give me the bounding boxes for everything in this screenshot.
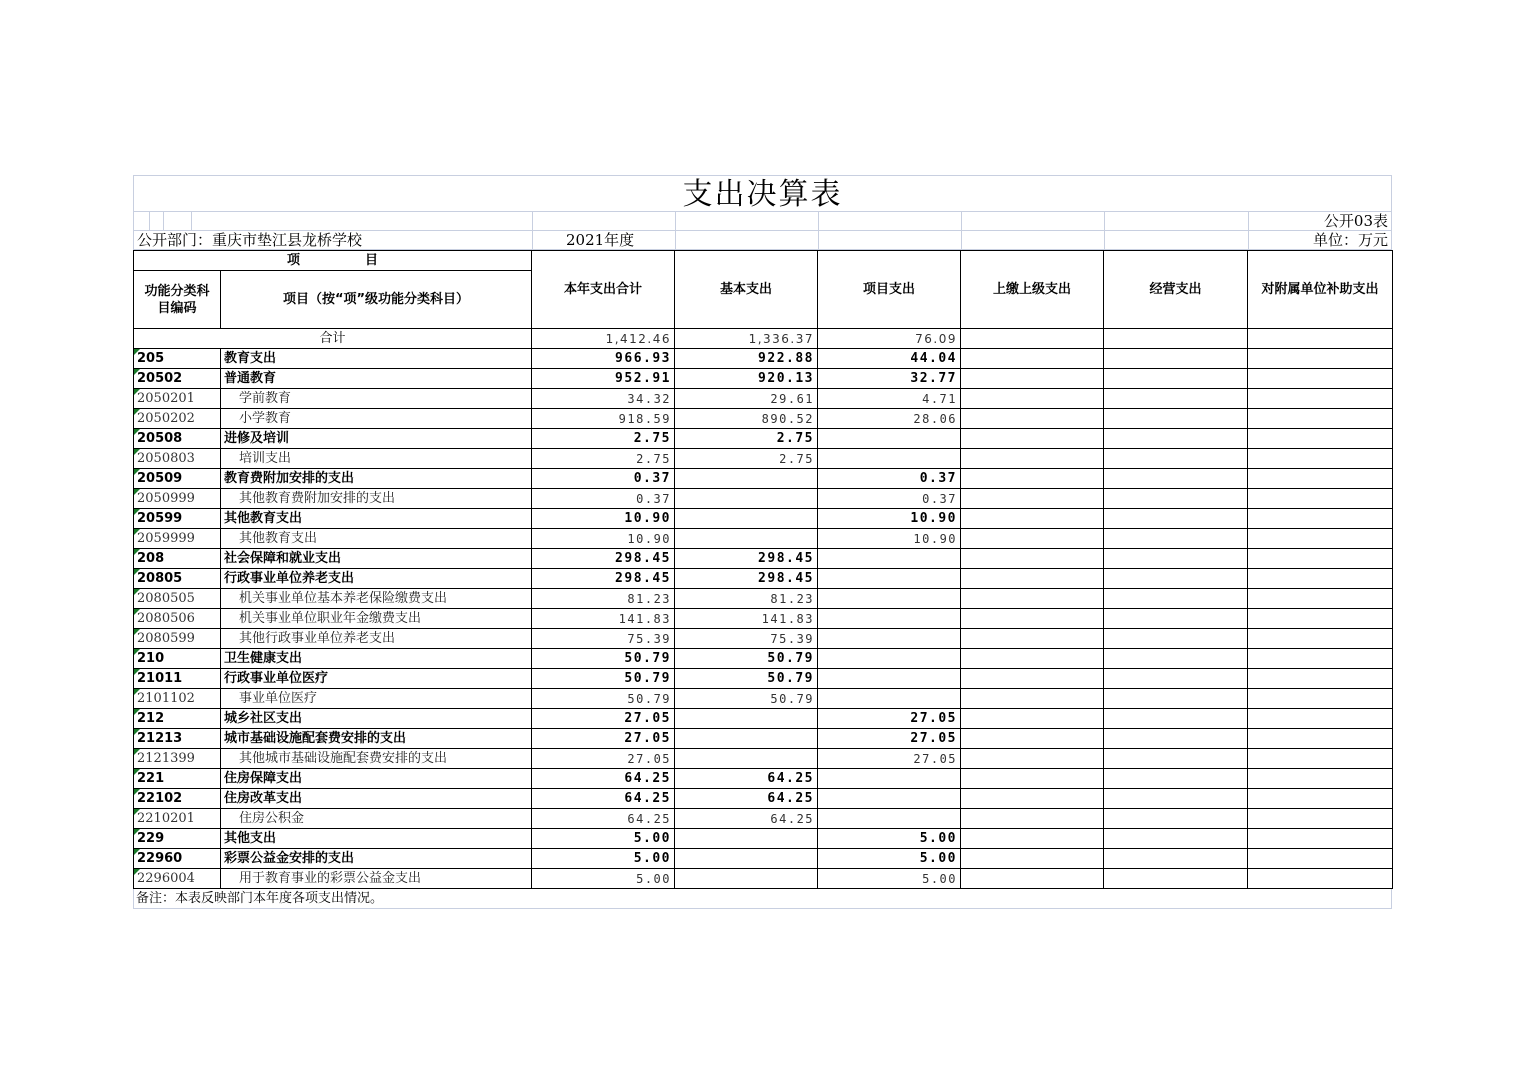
row-project: 27.05 <box>818 729 961 749</box>
row-code: 2080599 <box>134 629 221 649</box>
row-business <box>1104 809 1248 829</box>
row-name: 城市基础设施配套费安排的支出 <box>221 729 532 749</box>
row-name: 社会保障和就业支出 <box>221 549 532 569</box>
row-business <box>1104 369 1248 389</box>
row-upper <box>961 409 1104 429</box>
row-upper <box>961 469 1104 489</box>
table-row <box>134 369 1393 389</box>
row-basic <box>675 469 818 489</box>
table-row <box>134 589 1393 609</box>
table-row <box>134 529 1393 549</box>
row-basic <box>675 829 818 849</box>
row-code: 2059999 <box>134 529 221 549</box>
row-total: 952.91 <box>532 369 675 389</box>
row-basic: 50.79 <box>675 649 818 669</box>
row-name: 培训支出 <box>221 449 532 469</box>
row-code: 20805 <box>134 569 221 589</box>
row-subsidy <box>1248 829 1393 849</box>
row-subsidy <box>1248 409 1393 429</box>
row-project <box>818 549 961 569</box>
row-business <box>1104 469 1248 489</box>
row-project: 5.00 <box>818 869 961 889</box>
row-upper <box>961 809 1104 829</box>
row-business <box>1104 549 1248 569</box>
row-upper <box>961 569 1104 589</box>
table-row <box>134 789 1393 809</box>
row-name: 机关事业单位职业年金缴费支出 <box>221 609 532 629</box>
total-project: 76.09 <box>818 329 961 349</box>
row-project: 27.05 <box>818 709 961 729</box>
row-upper <box>961 449 1104 469</box>
row-total: 50.79 <box>532 669 675 689</box>
row-subsidy <box>1248 669 1393 689</box>
row-business <box>1104 849 1248 869</box>
row-name: 行政事业单位医疗 <box>221 669 532 689</box>
row-name: 事业单位医疗 <box>221 689 532 709</box>
row-project <box>818 649 961 669</box>
table-row <box>134 629 1393 649</box>
row-total: 2.75 <box>532 449 675 469</box>
row-project: 4.71 <box>818 389 961 409</box>
row-upper <box>961 749 1104 769</box>
row-subsidy <box>1248 809 1393 829</box>
row-upper <box>961 389 1104 409</box>
row-total: 34.32 <box>532 389 675 409</box>
table-row <box>134 509 1393 529</box>
table-row <box>134 729 1393 749</box>
row-total: 298.45 <box>532 549 675 569</box>
row-subsidy <box>1248 569 1393 589</box>
row-business <box>1104 569 1248 589</box>
total-row <box>134 329 1393 349</box>
row-name: 住房公积金 <box>221 809 532 829</box>
row-upper <box>961 729 1104 749</box>
expenditure-sheet <box>133 175 1392 909</box>
total-subsidy <box>1248 329 1393 349</box>
row-name: 用于教育事业的彩票公益金支出 <box>221 869 532 889</box>
row-basic <box>675 709 818 729</box>
row-business <box>1104 689 1248 709</box>
row-business <box>1104 529 1248 549</box>
row-subsidy <box>1248 689 1393 709</box>
row-basic: 920.13 <box>675 369 818 389</box>
row-upper <box>961 609 1104 629</box>
row-basic <box>675 869 818 889</box>
row-upper <box>961 689 1104 709</box>
row-basic: 29.61 <box>675 389 818 409</box>
row-project <box>818 629 961 649</box>
row-basic: 50.79 <box>675 669 818 689</box>
row-basic: 298.45 <box>675 549 818 569</box>
row-business <box>1104 629 1248 649</box>
row-basic: 890.52 <box>675 409 818 429</box>
row-total: 27.05 <box>532 729 675 749</box>
row-project: 28.06 <box>818 409 961 429</box>
row-project: 27.05 <box>818 749 961 769</box>
row-subsidy <box>1248 849 1393 869</box>
table-row <box>134 709 1393 729</box>
row-name: 其他支出 <box>221 829 532 849</box>
row-upper <box>961 529 1104 549</box>
row-business <box>1104 789 1248 809</box>
row-total: 966.93 <box>532 349 675 369</box>
row-name: 彩票公益金安排的支出 <box>221 849 532 869</box>
table-row <box>134 849 1393 869</box>
department-label: 公开部门：重庆市垫江县龙桥学校 <box>137 231 363 249</box>
row-basic <box>675 849 818 869</box>
row-project <box>818 809 961 829</box>
row-subsidy <box>1248 649 1393 669</box>
row-upper <box>961 369 1104 389</box>
row-project <box>818 449 961 469</box>
row-subsidy <box>1248 349 1393 369</box>
total-total: 1,412.46 <box>532 329 675 349</box>
table-row <box>134 549 1393 569</box>
row-code: 208 <box>134 549 221 569</box>
row-total: 81.23 <box>532 589 675 609</box>
row-subsidy <box>1248 769 1393 789</box>
row-name: 进修及培训 <box>221 429 532 449</box>
row-business <box>1104 729 1248 749</box>
table-row <box>134 489 1393 509</box>
row-name: 其他行政事业单位养老支出 <box>221 629 532 649</box>
row-name: 教育费附加安排的支出 <box>221 469 532 489</box>
table-row <box>134 869 1393 889</box>
row-code: 210 <box>134 649 221 669</box>
table-row <box>134 409 1393 429</box>
row-code: 221 <box>134 769 221 789</box>
row-upper <box>961 669 1104 689</box>
form-number-row <box>133 212 1392 231</box>
row-upper <box>961 489 1104 509</box>
header-name: 项目（按“项”级功能分类科目） <box>221 271 532 329</box>
row-code: 20508 <box>134 429 221 449</box>
row-project <box>818 669 961 689</box>
row-project <box>818 429 961 449</box>
row-basic <box>675 729 818 749</box>
row-business <box>1104 649 1248 669</box>
row-project: 10.90 <box>818 529 961 549</box>
row-project <box>818 589 961 609</box>
row-name: 学前教育 <box>221 389 532 409</box>
row-business <box>1104 409 1248 429</box>
row-basic: 50.79 <box>675 689 818 709</box>
row-total: 64.25 <box>532 769 675 789</box>
row-basic: 298.45 <box>675 569 818 589</box>
table-row <box>134 389 1393 409</box>
row-business <box>1104 389 1248 409</box>
row-subsidy <box>1248 749 1393 769</box>
department-row <box>133 231 1392 250</box>
row-total: 298.45 <box>532 569 675 589</box>
row-business <box>1104 609 1248 629</box>
row-basic: 64.25 <box>675 769 818 789</box>
row-project: 0.37 <box>818 469 961 489</box>
row-business <box>1104 489 1248 509</box>
row-upper <box>961 829 1104 849</box>
row-subsidy <box>1248 709 1393 729</box>
row-subsidy <box>1248 449 1393 469</box>
row-total: 50.79 <box>532 689 675 709</box>
header-project-expense: 项目支出 <box>818 251 961 329</box>
row-total: 27.05 <box>532 749 675 769</box>
row-name: 小学教育 <box>221 409 532 429</box>
row-basic: 64.25 <box>675 789 818 809</box>
sheet-title: 支出决算表 <box>133 175 1392 212</box>
row-upper <box>961 769 1104 789</box>
row-project: 5.00 <box>818 849 961 869</box>
row-basic <box>675 509 818 529</box>
row-upper <box>961 589 1104 609</box>
table-row <box>134 649 1393 669</box>
row-subsidy <box>1248 869 1393 889</box>
table-row <box>134 769 1393 789</box>
unit-label: 单位：万元 <box>1312 231 1388 249</box>
table-row <box>134 689 1393 709</box>
row-subsidy <box>1248 529 1393 549</box>
row-name: 卫生健康支出 <box>221 649 532 669</box>
row-subsidy <box>1248 369 1393 389</box>
row-total: 5.00 <box>532 829 675 849</box>
table-row <box>134 469 1393 489</box>
table-row <box>134 749 1393 769</box>
row-name: 其他教育费附加安排的支出 <box>221 489 532 509</box>
row-basic: 2.75 <box>675 449 818 469</box>
row-code: 2210201 <box>134 809 221 829</box>
row-code: 229 <box>134 829 221 849</box>
row-code: 22102 <box>134 789 221 809</box>
row-code: 20599 <box>134 509 221 529</box>
row-name: 其他城市基础设施配套费安排的支出 <box>221 749 532 769</box>
header-code: 功能分类科目编码 <box>134 271 221 329</box>
row-code: 22960 <box>134 849 221 869</box>
row-total: 0.37 <box>532 469 675 489</box>
row-total: 50.79 <box>532 649 675 669</box>
header-total: 本年支出合计 <box>532 251 675 329</box>
row-name: 城乡社区支出 <box>221 709 532 729</box>
row-business <box>1104 429 1248 449</box>
row-total: 75.39 <box>532 629 675 649</box>
row-business <box>1104 509 1248 529</box>
total-upper <box>961 329 1104 349</box>
row-basic: 75.39 <box>675 629 818 649</box>
row-business <box>1104 829 1248 849</box>
header-upper: 上缴上级支出 <box>961 251 1104 329</box>
row-code: 205 <box>134 349 221 369</box>
row-subsidy <box>1248 789 1393 809</box>
row-basic: 2.75 <box>675 429 818 449</box>
row-total: 0.37 <box>532 489 675 509</box>
row-business <box>1104 709 1248 729</box>
row-total: 918.59 <box>532 409 675 429</box>
total-label: 合计 <box>134 329 532 349</box>
row-upper <box>961 869 1104 889</box>
row-project: 0.37 <box>818 489 961 509</box>
table-row <box>134 809 1393 829</box>
row-subsidy <box>1248 609 1393 629</box>
row-upper <box>961 349 1104 369</box>
row-project: 5.00 <box>818 829 961 849</box>
row-subsidy <box>1248 629 1393 649</box>
row-name: 住房保障支出 <box>221 769 532 789</box>
row-total: 27.05 <box>532 709 675 729</box>
row-name: 其他教育支出 <box>221 529 532 549</box>
row-basic: 81.23 <box>675 589 818 609</box>
row-name: 住房改革支出 <box>221 789 532 809</box>
row-basic <box>675 529 818 549</box>
row-subsidy <box>1248 389 1393 409</box>
row-code: 2050202 <box>134 409 221 429</box>
row-upper <box>961 789 1104 809</box>
row-name: 行政事业单位养老支出 <box>221 569 532 589</box>
row-upper <box>961 429 1104 449</box>
row-project: 32.77 <box>818 369 961 389</box>
row-business <box>1104 349 1248 369</box>
row-basic: 141.83 <box>675 609 818 629</box>
row-code: 2080505 <box>134 589 221 609</box>
row-total: 10.90 <box>532 529 675 549</box>
row-business <box>1104 449 1248 469</box>
row-project: 10.90 <box>818 509 961 529</box>
fiscal-year: 2021年度 <box>566 231 635 249</box>
row-code: 2296004 <box>134 869 221 889</box>
header-project: 项 目 <box>134 251 532 271</box>
row-business <box>1104 589 1248 609</box>
row-code: 20509 <box>134 469 221 489</box>
row-subsidy <box>1248 509 1393 529</box>
row-basic <box>675 489 818 509</box>
row-name: 机关事业单位基本养老保险缴费支出 <box>221 589 532 609</box>
row-subsidy <box>1248 429 1393 449</box>
row-total: 10.90 <box>532 509 675 529</box>
row-code: 212 <box>134 709 221 729</box>
table-row <box>134 349 1393 369</box>
table-row <box>134 669 1393 689</box>
row-total: 2.75 <box>532 429 675 449</box>
table-row <box>134 609 1393 629</box>
row-code: 2121399 <box>134 749 221 769</box>
row-subsidy <box>1248 489 1393 509</box>
row-name: 普通教育 <box>221 369 532 389</box>
row-subsidy <box>1248 549 1393 569</box>
row-code: 2050201 <box>134 389 221 409</box>
row-code: 2050803 <box>134 449 221 469</box>
form-number: 公开03表 <box>1323 212 1388 230</box>
row-subsidy <box>1248 729 1393 749</box>
row-business <box>1104 769 1248 789</box>
row-upper <box>961 509 1104 529</box>
row-upper <box>961 649 1104 669</box>
row-upper <box>961 849 1104 869</box>
table-row <box>134 829 1393 849</box>
row-subsidy <box>1248 589 1393 609</box>
table-row <box>134 449 1393 469</box>
row-total: 64.25 <box>532 789 675 809</box>
row-project <box>818 609 961 629</box>
table-row <box>134 569 1393 589</box>
row-project <box>818 569 961 589</box>
row-code: 21213 <box>134 729 221 749</box>
row-business <box>1104 749 1248 769</box>
footnote: 备注：本表反映部门本年度各项支出情况。 <box>133 889 1392 909</box>
row-total: 5.00 <box>532 869 675 889</box>
row-project <box>818 789 961 809</box>
row-code: 20502 <box>134 369 221 389</box>
row-total: 141.83 <box>532 609 675 629</box>
row-project <box>818 689 961 709</box>
row-project: 44.04 <box>818 349 961 369</box>
row-code: 2080506 <box>134 609 221 629</box>
row-upper <box>961 549 1104 569</box>
row-basic: 922.88 <box>675 349 818 369</box>
row-upper <box>961 629 1104 649</box>
row-code: 21011 <box>134 669 221 689</box>
row-basic: 64.25 <box>675 809 818 829</box>
table-row <box>134 429 1393 449</box>
row-basic <box>675 749 818 769</box>
row-business <box>1104 869 1248 889</box>
row-name: 其他教育支出 <box>221 509 532 529</box>
expenditure-table <box>133 250 1393 889</box>
row-subsidy <box>1248 469 1393 489</box>
row-code: 2050999 <box>134 489 221 509</box>
total-business <box>1104 329 1248 349</box>
row-upper <box>961 709 1104 729</box>
row-code: 2101102 <box>134 689 221 709</box>
header-basic: 基本支出 <box>675 251 818 329</box>
row-total: 5.00 <box>532 849 675 869</box>
header-business: 经营支出 <box>1104 251 1248 329</box>
total-basic: 1,336.37 <box>675 329 818 349</box>
row-business <box>1104 669 1248 689</box>
row-project <box>818 769 961 789</box>
row-total: 64.25 <box>532 809 675 829</box>
header-subsidy: 对附属单位补助支出 <box>1248 251 1393 329</box>
row-name: 教育支出 <box>221 349 532 369</box>
